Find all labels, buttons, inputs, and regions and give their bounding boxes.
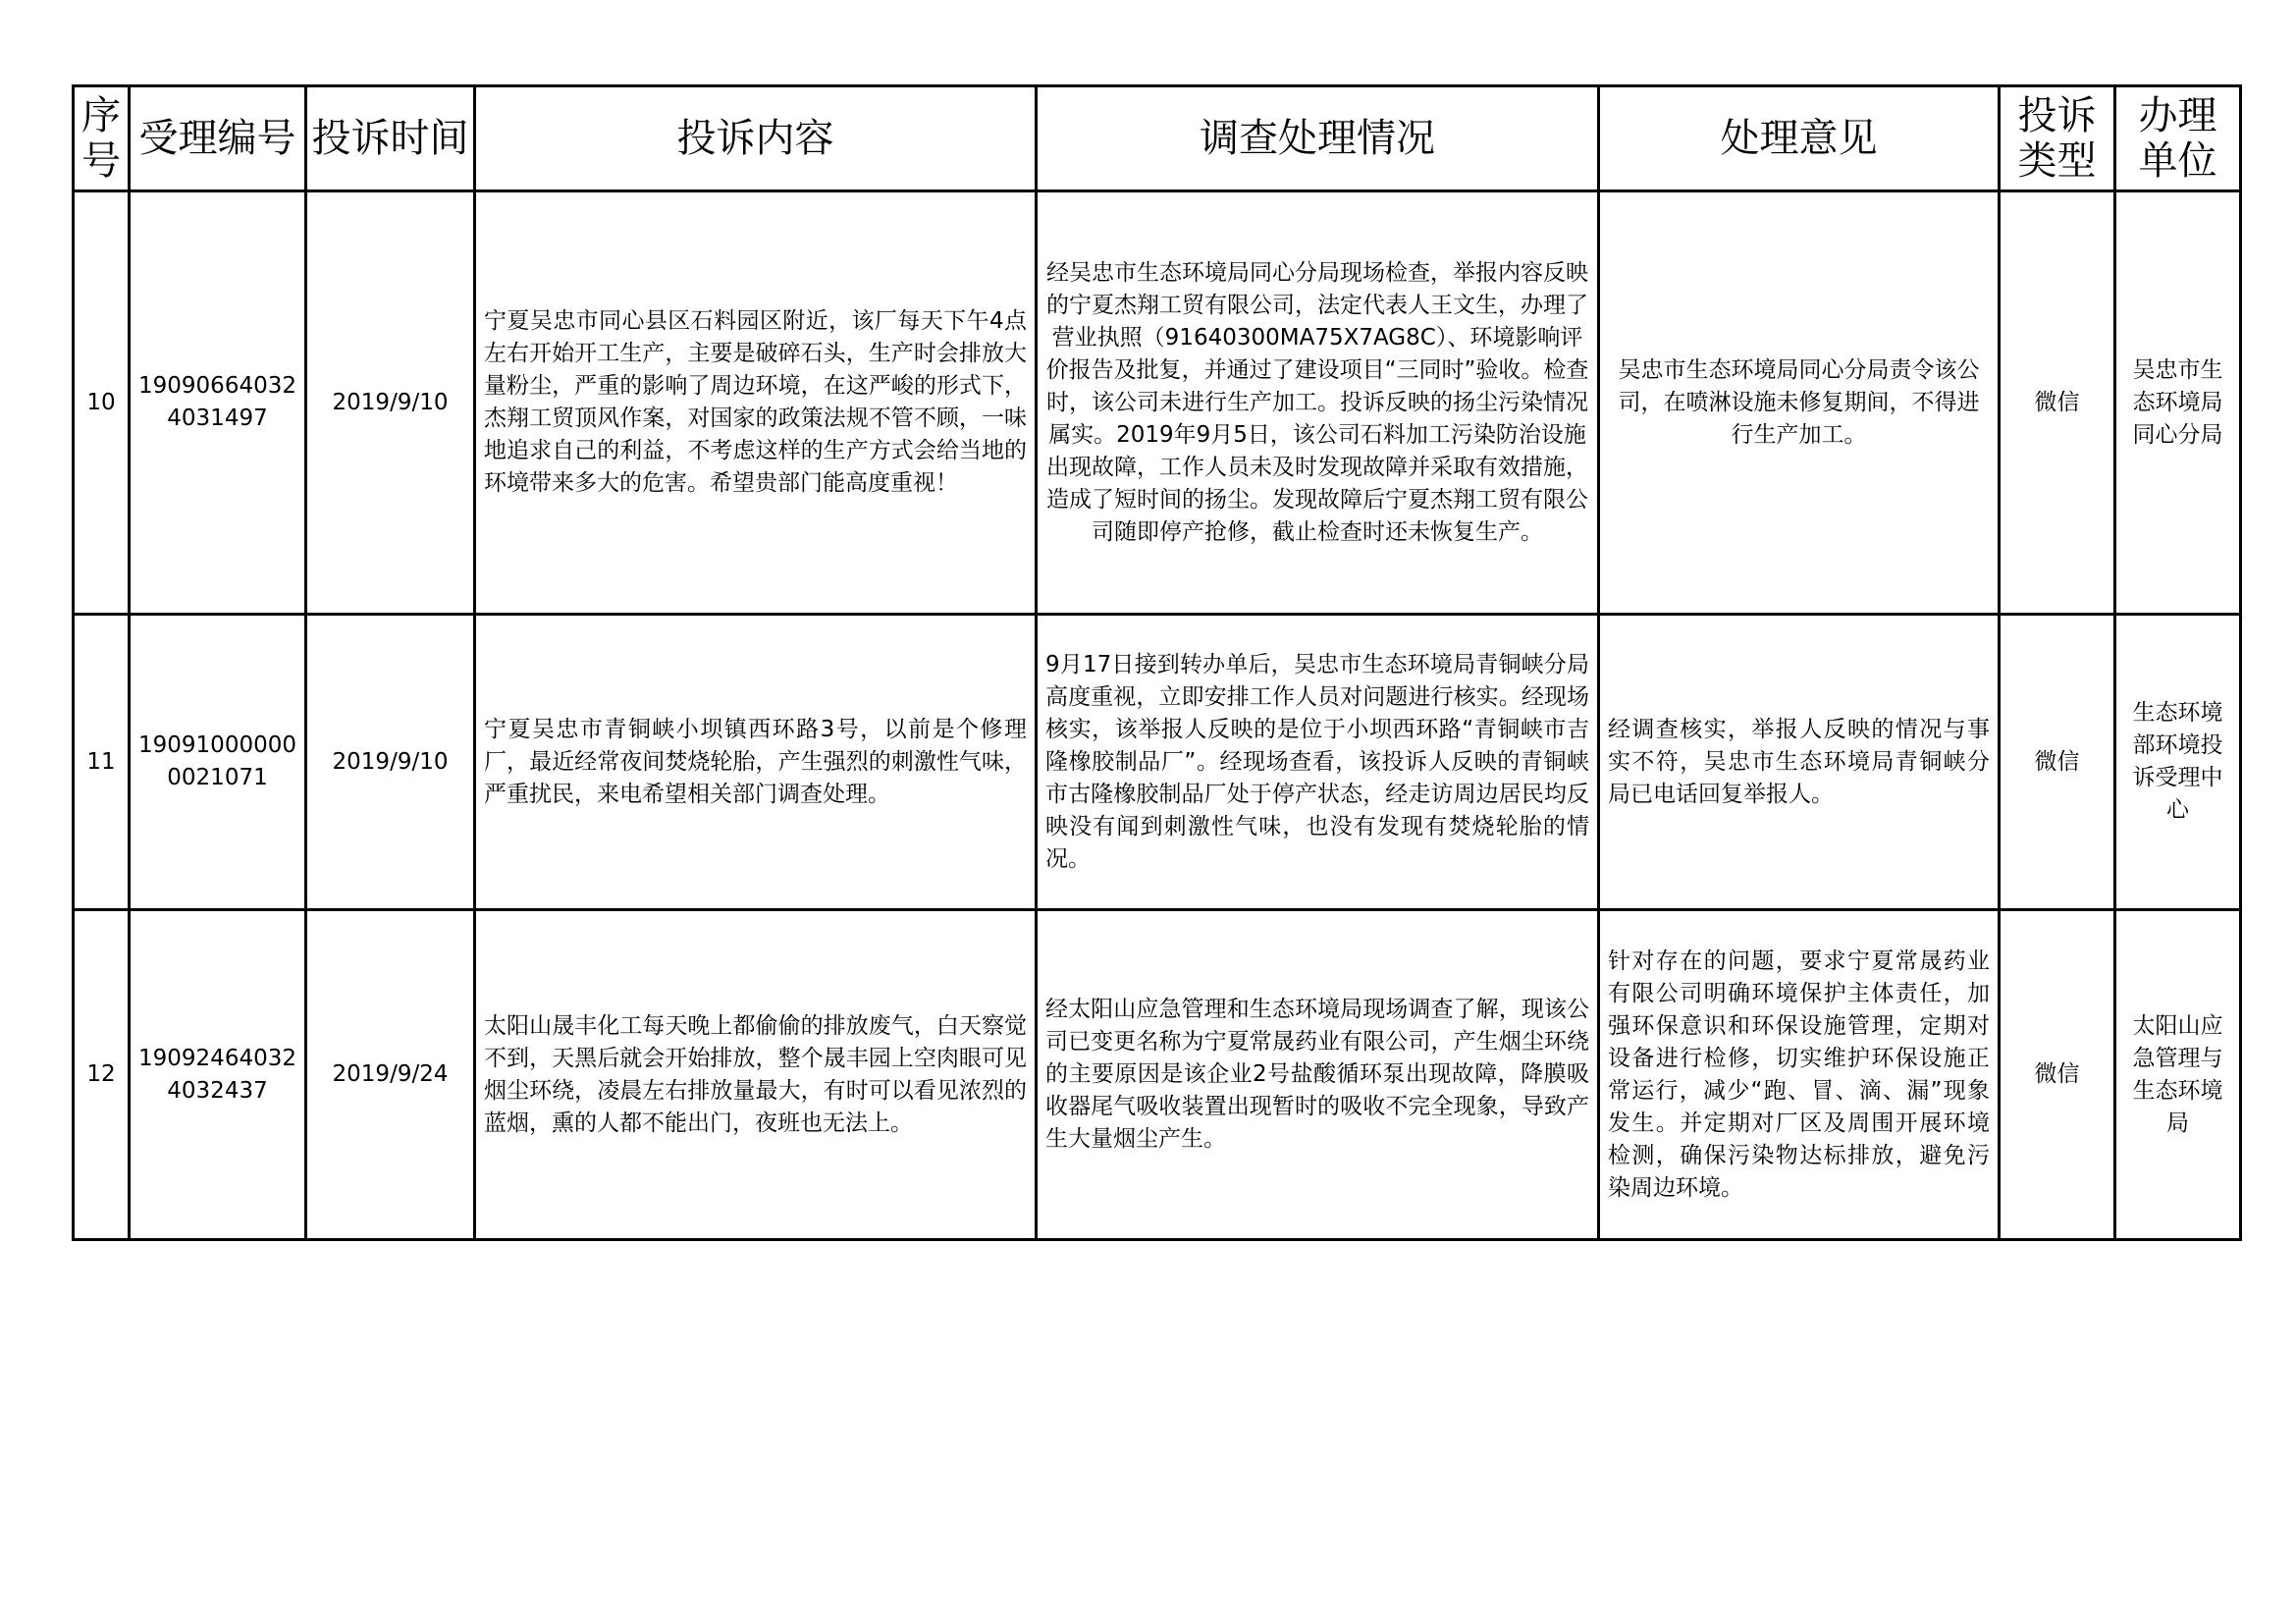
row-seq: 11 [74,615,130,910]
header-seq: 序号 [74,86,130,191]
row-unit: 生态环境部环境投诉受理中心 [2115,615,2241,910]
row-opinion: 吴忠市生态环境局同心分局责令该公司，在喷淋设施未修复期间，不得进行生产加工。 [1599,191,2000,615]
row-id: 190910000000021071 [130,615,306,910]
header-content: 投诉内容 [475,86,1037,191]
row-investigation: 经太阳山应急管理和生态环境局现场调查了解，现该公司已变更名称为宁夏常晟药业有限公司，产生烟尘环绕的主要原因是该企业2号盐酸循环泵出现故障，降膜吸收器尾气吸收装置出现暂时的吸收不完全现象，导致产生大量烟尘产生。 [1037,910,1599,1240]
header-unit: 办理单位 [2115,86,2241,191]
table-row [74,910,2241,1240]
row-unit: 太阳山应急管理与生态环境局 [2115,910,2241,1240]
row-investigation: 9月17日接到转办单后，吴忠市生态环境局青铜峡分局高度重视，立即安排工作人员对问题进行核实。经现场核实，该举报人反映的是位于小坝西环路“青铜峡市吉隆橡胶制品厂”。经现场查看，该投诉人反映的青铜峡市古隆橡胶制品厂处于停产状态，经走访周边居民均反映没有闻到刺激性气味，也没有发现有焚烧轮胎的情况。 [1037,615,1599,910]
row-id: 190906640324031497 [130,191,306,615]
row-content: 宁夏吴忠市同心县区石料园区附近，该厂每天下午4点左右开始开工生产，主要是破碎石头，生产时会排放大量粉尘，严重的影响了周边环境，在这严峻的形式下，杰翔工贸顶风作案，对国家的政策法规不管不顾，一味地追求自己的利益，不考虑这样的生产方式会给当地的环境带来多大的危害。希望贵部门能高度重视！ [475,191,1037,615]
row-time: 2019/9/10 [306,191,475,615]
row-time: 2019/9/10 [306,615,475,910]
row-content: 太阳山晟丰化工每天晚上都偷偷的排放废气，白天察觉不到，天黑后就会开始排放，整个晟丰园上空肉眼可见烟尘环绕，凌晨左右排放量最大，有时可以看见浓烈的蓝烟，熏的人都不能出门，夜班也无法上。 [475,910,1037,1240]
row-seq: 10 [74,191,130,615]
row-opinion: 针对存在的问题，要求宁夏常晟药业有限公司明确环境保护主体责任，加强环保意识和环保设施管理，定期对设备进行检修，切实维护环保设施正常运行，减少“跑、冒、滴、漏”现象发生。并定期对厂区及周围开展环境检测，确保污染物达标排放，避免污染周边环境。 [1599,910,2000,1240]
complaints-table [72,84,2242,1241]
header-id: 受理编号 [130,86,306,191]
header-type: 投诉类型 [2000,86,2115,191]
table-row [74,191,2241,615]
row-type: 微信 [2000,191,2115,615]
header-opinion: 处理意见 [1599,86,2000,191]
header-investigation: 调查处理情况 [1037,86,1599,191]
row-unit: 吴忠市生态环境局同心分局 [2115,191,2241,615]
row-seq: 12 [74,910,130,1240]
row-type: 微信 [2000,615,2115,910]
header-time: 投诉时间 [306,86,475,191]
header-row [74,86,2241,191]
row-time: 2019/9/24 [306,910,475,1240]
row-content: 宁夏吴忠市青铜峡小坝镇西环路3号，以前是个修理厂，最近经常夜间焚烧轮胎，产生强烈的刺激性气味，严重扰民，来电希望相关部门调查处理。 [475,615,1037,910]
row-id: 190924640324032437 [130,910,306,1240]
table-row [74,615,2241,910]
row-type: 微信 [2000,910,2115,1240]
row-opinion: 经调查核实，举报人反映的情况与事实不符，吴忠市生态环境局青铜峡分局已电话回复举报人。 [1599,615,2000,910]
row-investigation: 经吴忠市生态环境局同心分局现场检查，举报内容反映的宁夏杰翔工贸有限公司，法定代表人王文生，办理了营业执照（91640300MA75X7AG8C）、环境影响评价报告及批复，并通过了建设项目“三同时”验收。检查时，该公司未进行生产加工。投诉反映的扬尘污染情况属实。2019年9月5日，该公司石料加工污染防治设施出现故障，工作人员未及时发现故障并采取有效措施，造成了短时间的扬尘。发现故障后宁夏杰翔工贸有限公司随即停产抢修，截止检查时还未恢复生产。 [1037,191,1599,615]
